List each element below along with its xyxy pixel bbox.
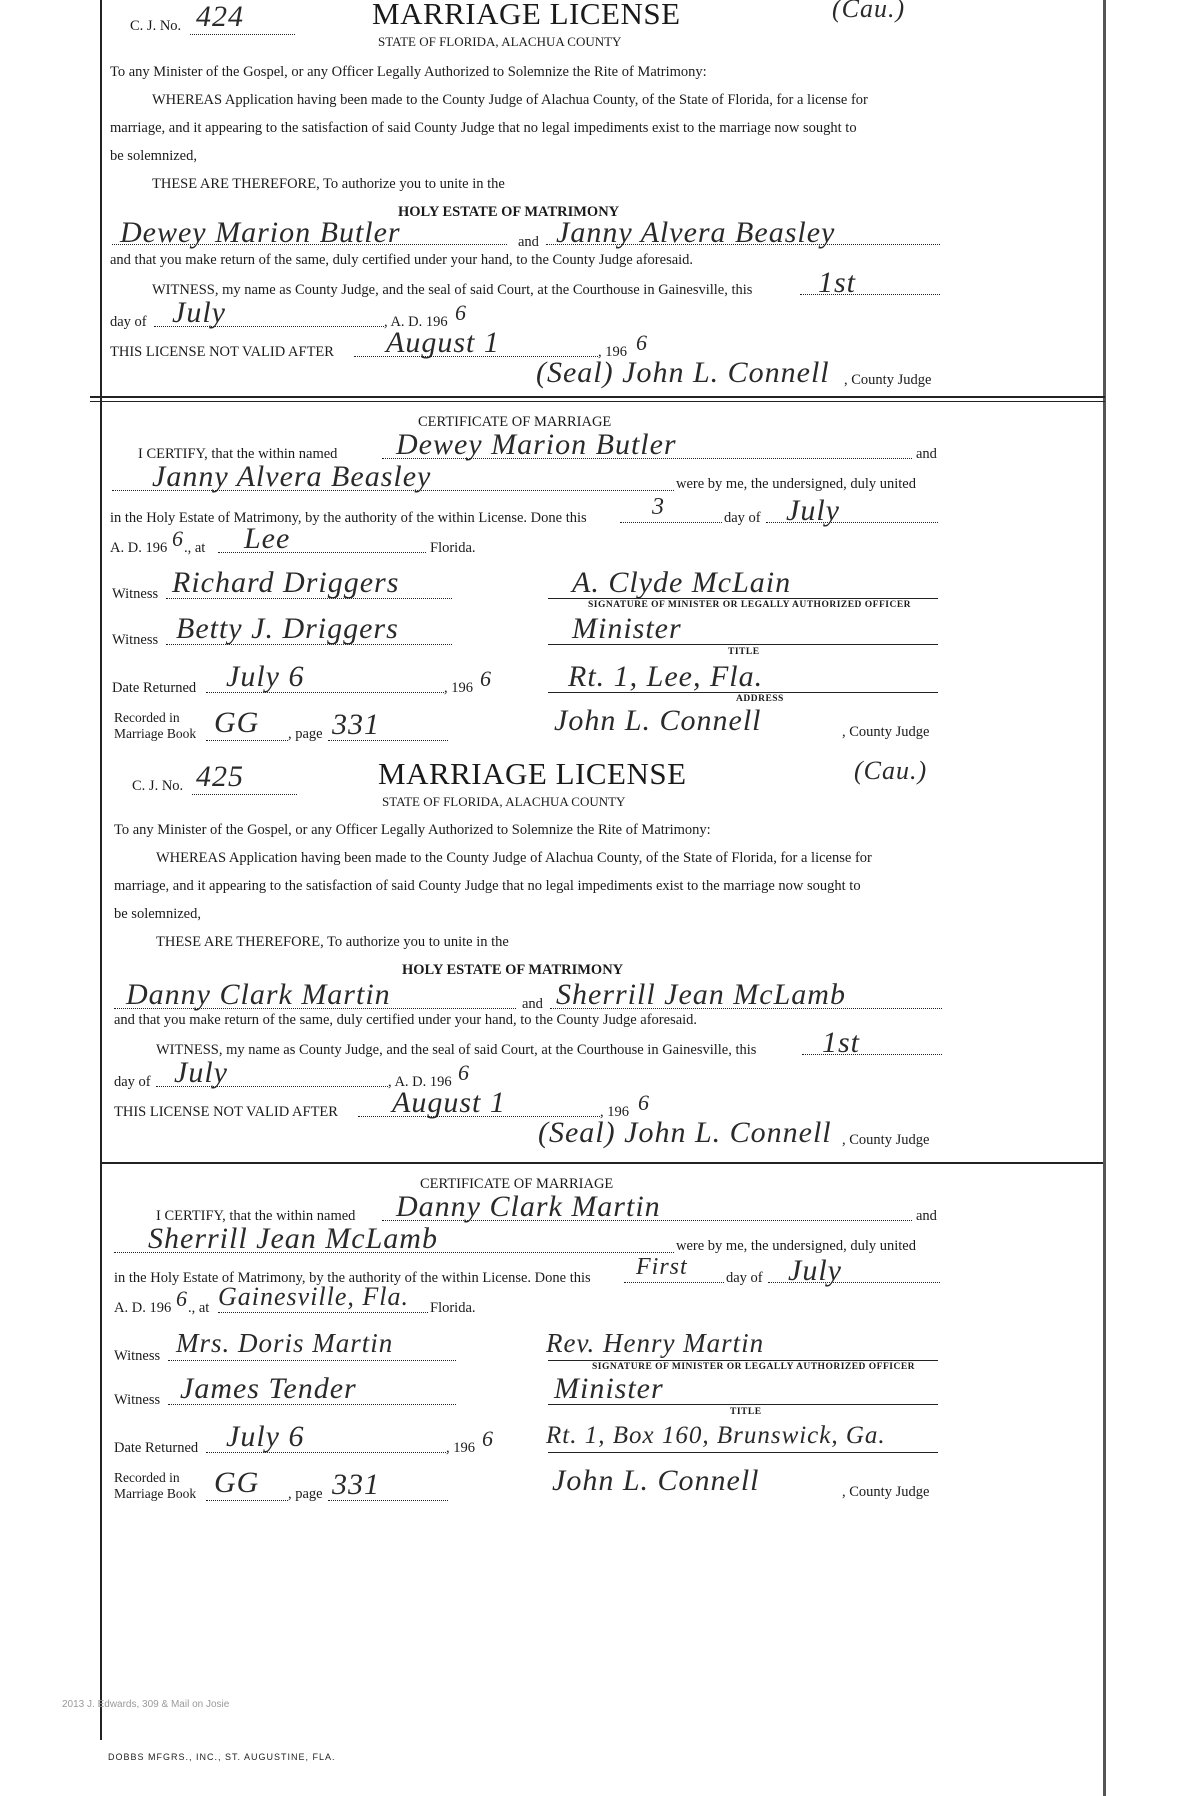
cert-bride-line: [112, 490, 674, 491]
united-label: were by me, the undersigned, duly united: [676, 476, 916, 492]
watermark-text: 2013 J. Edwards, 309 & Mail on Josie: [62, 1699, 230, 1710]
date-returned-label: Date Returned: [112, 680, 197, 696]
cert-month-line: [768, 1282, 940, 1283]
whereas-line-2: marriage, and it appearing to the satisfaction of said County Judge that no legal impediments exist to the marriage now sought to: [110, 120, 857, 136]
certify-label: I CERTIFY, that the within named: [156, 1208, 356, 1224]
judge-signature: (Seal) John L. Connell: [536, 356, 830, 389]
page-line: [328, 1500, 448, 1501]
book-line: [206, 1500, 288, 1501]
whereas-line-3: be solemnized,: [114, 906, 201, 922]
authorize-line: THESE ARE THEREFORE, To authorize you to unite in the: [152, 176, 505, 192]
holy-estate-line: in the Holy Estate of Matrimony, by the authority of the within License. Done this: [114, 1270, 591, 1286]
page-number: 331: [332, 708, 380, 741]
bride-line: [546, 244, 940, 245]
not-valid-label: THIS LICENSE NOT VALID AFTER: [114, 1104, 338, 1120]
page-label: , page: [288, 1486, 323, 1502]
recorded-label-2: Marriage Book: [114, 726, 197, 741]
cj-label: C. J. No.: [130, 18, 182, 34]
returned-year-label: , 196: [446, 1440, 475, 1456]
groom-line: [112, 244, 507, 245]
day-of-label: day of: [110, 314, 147, 330]
witness-day: 1st: [822, 1026, 861, 1059]
officer-signature: A. Clyde McLain: [572, 566, 792, 599]
witness-2-name: Betty J. Driggers: [176, 612, 399, 645]
cert-place: Gainesville, Fla.: [218, 1282, 410, 1311]
section-divider-thin: [90, 401, 1105, 402]
cj-number: 424: [196, 0, 244, 33]
date-returned: July 6: [226, 1420, 305, 1453]
whereas-line-1: WHEREAS Application having been made to the County Judge of Alachua County, of the State of Florida, for a license for: [156, 850, 872, 866]
cert-groom-line: [382, 1220, 912, 1221]
title-caption: TITLE: [728, 647, 760, 657]
witness-1-name: Richard Driggers: [172, 566, 400, 599]
book-line: [206, 740, 288, 741]
returned-year-digit: 6: [480, 666, 492, 691]
returned-year-digit: 6: [482, 1426, 494, 1451]
annotation-note: (Cau.): [854, 756, 928, 785]
recorded-label-1: Recorded in: [114, 710, 180, 725]
cert-place-line: [218, 1312, 428, 1313]
cert-month-line: [766, 522, 938, 523]
printer-imprint: DOBBS MFGRS., INC., ST. AUGUSTINE, FLA.: [108, 1752, 336, 1762]
officer-title-line: [548, 644, 938, 645]
witness-day-line: [800, 294, 940, 295]
cert-groom-name: Danny Clark Martin: [396, 1190, 661, 1223]
license-title: MARRIAGE LICENSE: [378, 756, 687, 791]
title-caption: TITLE: [730, 1407, 762, 1417]
recorder-signature: John L. Connell: [554, 704, 762, 737]
address-value: Rt. 1, Box 160, Brunswick, Ga.: [546, 1422, 886, 1449]
recorder-county-label: , County Judge: [842, 1484, 930, 1500]
done-day-line: [620, 522, 722, 523]
license-month: July: [174, 1056, 228, 1089]
witness-2-line: [168, 1404, 456, 1405]
page-line: [328, 740, 448, 741]
not-valid-year-label: , 196: [600, 1104, 629, 1120]
recorder-signature: John L. Connell: [552, 1464, 760, 1497]
cert-bride-name: Sherrill Jean McLamb: [148, 1222, 438, 1255]
cert-and-label: and: [916, 446, 937, 462]
license-subtitle: STATE OF FLORIDA, ALACHUA COUNTY: [378, 34, 622, 49]
cert-day-of-label: day of: [724, 510, 761, 526]
witness-1-label: Witness: [114, 1348, 161, 1364]
cert-day-of-label: day of: [726, 1270, 763, 1286]
page-number: 331: [332, 1468, 380, 1501]
cert-groom-line: [382, 458, 912, 459]
returned-year-label: , 196: [444, 680, 473, 696]
holy-estate-heading: HOLY ESTATE OF MATRIMONY: [398, 204, 620, 220]
groom-name: Dewey Marion Butler: [120, 216, 401, 249]
not-valid-year-label: , 196: [598, 344, 627, 360]
officer-caption: SIGNATURE OF MINISTER OR LEGALLY AUTHORIZED OFFICER: [592, 1362, 916, 1372]
address-line: To any Minister of the Gospel, or any Officer Legally Authorized to Solemnize the Rite of Matrimony:: [110, 64, 707, 80]
witness-day-line: [802, 1054, 942, 1055]
officer-title: Minister: [554, 1372, 664, 1405]
witness-2-line: [166, 644, 452, 645]
cert-place-line: [218, 552, 426, 553]
at-label: ., at: [184, 540, 206, 556]
recorded-label-1: Recorded in: [114, 1470, 180, 1485]
license-title: MARRIAGE LICENSE: [372, 0, 681, 31]
return-line: and that you make return of the same, duly certified under your hand, to the County Judge aforesaid.: [114, 1012, 698, 1028]
county-judge-label: , County Judge: [842, 1132, 930, 1148]
and-label: and: [518, 234, 539, 250]
cert-month: July: [786, 494, 840, 527]
cj-label: C. J. No.: [132, 778, 184, 794]
at-label: ., at: [188, 1300, 210, 1316]
day-of-label: day of: [114, 1074, 151, 1090]
license-year-digit: 6: [458, 1060, 470, 1085]
officer-signature: Rev. Henry Martin: [546, 1328, 765, 1358]
cert-ad-label: A. D. 196: [114, 1300, 172, 1316]
not-valid-year-digit: 6: [636, 330, 648, 355]
license-month: July: [172, 296, 226, 329]
done-day: First: [636, 1254, 688, 1280]
not-valid-date: August 1: [386, 326, 500, 359]
cert-place: Lee: [244, 522, 291, 555]
certify-label: I CERTIFY, that the within named: [138, 446, 338, 462]
whereas-line-2: marriage, and it appearing to the satisfaction of said County Judge that no legal impediments exist to the marriage now sought to: [114, 878, 861, 894]
florida-label: Florida.: [430, 1300, 476, 1316]
license-year-digit: 6: [455, 300, 467, 325]
judge-signature: (Seal) John L. Connell: [538, 1116, 832, 1149]
witness-2-label: Witness: [112, 632, 159, 648]
address-value: Rt. 1, Lee, Fla.: [568, 660, 764, 693]
holy-estate-line: in the Holy Estate of Matrimony, by the authority of the within License. Done this: [110, 510, 587, 526]
date-returned-line: [206, 692, 444, 693]
groom-line: [114, 1008, 516, 1009]
cert-month: July: [788, 1254, 842, 1287]
ad-label: , A. D. 196: [384, 314, 448, 330]
not-valid-year-digit: 6: [638, 1090, 650, 1115]
license-subtitle: STATE OF FLORIDA, ALACHUA COUNTY: [382, 794, 626, 809]
cj-number-line: [192, 794, 297, 795]
cert-year-digit: 6: [176, 1286, 188, 1311]
date-returned-label: Date Returned: [114, 1440, 199, 1456]
witness-2-label: Witness: [114, 1392, 161, 1408]
cj-number-line: [190, 34, 295, 35]
section-divider: [100, 1162, 1103, 1164]
groom-name: Danny Clark Martin: [126, 978, 391, 1011]
witness-day: 1st: [818, 266, 857, 299]
address-line: To any Minister of the Gospel, or any Officer Legally Authorized to Solemnize the Rite of Matrimony:: [114, 822, 711, 838]
officer-signature-line: [548, 598, 938, 599]
cert-groom-name: Dewey Marion Butler: [396, 428, 677, 461]
recorder-county-label: , County Judge: [842, 724, 930, 740]
officer-title-line: [548, 1404, 938, 1405]
marriage-license-424: [100, 0, 1103, 870]
florida-label: Florida.: [430, 540, 476, 556]
holy-estate-heading: HOLY ESTATE OF MATRIMONY: [402, 962, 624, 978]
book-value: GG: [214, 1466, 260, 1499]
witness-line: WITNESS, my name as County Judge, and the seal of said Court, at the Courthouse in Gainesville, this: [156, 1042, 757, 1058]
book-value: GG: [214, 706, 260, 739]
date-returned-line: [206, 1452, 446, 1453]
address-caption: ADDRESS: [736, 694, 784, 704]
not-valid-label: THIS LICENSE NOT VALID AFTER: [110, 344, 334, 360]
united-label: were by me, the undersigned, duly united: [676, 1238, 916, 1254]
done-day: 3: [652, 494, 665, 520]
page-border-right: [1103, 0, 1106, 1796]
cert-and-label: and: [916, 1208, 937, 1224]
certificate-title: CERTIFICATE OF MARRIAGE: [418, 414, 612, 430]
date-returned: July 6: [226, 660, 305, 693]
ad-label: , A. D. 196: [388, 1074, 452, 1090]
annotation-note: (Cau.): [832, 0, 906, 23]
witness-1-line: [168, 1360, 456, 1361]
month-line: [156, 1086, 388, 1087]
witness-1-label: Witness: [112, 586, 159, 602]
witness-1-name: Mrs. Doris Martin: [176, 1328, 394, 1358]
whereas-line-1: WHEREAS Application having been made to the County Judge of Alachua County, of the State of Florida, for a license for: [152, 92, 868, 108]
certificate-title: CERTIFICATE OF MARRIAGE: [420, 1176, 614, 1192]
done-day-line: [624, 1282, 724, 1283]
bride-line: [550, 1008, 942, 1009]
address-line-rule: [548, 692, 938, 693]
witness-line: WITNESS, my name as County Judge, and the seal of said Court, at the Courthouse in Gainesville, this: [152, 282, 753, 298]
and-label: and: [522, 996, 543, 1012]
witness-2-name: James Tender: [180, 1372, 357, 1405]
officer-caption: SIGNATURE OF MINISTER OR LEGALLY AUTHORIZED OFFICER: [588, 600, 912, 610]
page-label: , page: [288, 726, 323, 742]
whereas-line-3: be solemnized,: [110, 148, 197, 164]
witness-1-line: [166, 598, 452, 599]
officer-title: Minister: [572, 612, 682, 645]
section-divider: [90, 396, 1105, 398]
cert-bride-name: Janny Alvera Beasley: [152, 460, 432, 493]
cj-number: 425: [196, 760, 244, 793]
not-valid-date: August 1: [392, 1086, 506, 1119]
cert-year-digit: 6: [172, 526, 184, 551]
marriage-license-425-body: [100, 758, 1103, 1738]
return-line: and that you make return of the same, duly certified under your hand, to the County Judge aforesaid.: [110, 252, 694, 268]
address-line-rule: [548, 1452, 938, 1453]
recorded-label-2: Marriage Book: [114, 1486, 197, 1501]
authorize-line: THESE ARE THEREFORE, To authorize you to unite in the: [156, 934, 509, 950]
officer-signature-line: [548, 1360, 938, 1361]
cert-bride-line: [114, 1252, 674, 1253]
cert-ad-label: A. D. 196: [110, 540, 168, 556]
bride-name: Sherrill Jean McLamb: [556, 978, 846, 1011]
county-judge-label: , County Judge: [844, 372, 932, 388]
bride-name: Janny Alvera Beasley: [556, 216, 836, 249]
month-line: [154, 326, 384, 327]
